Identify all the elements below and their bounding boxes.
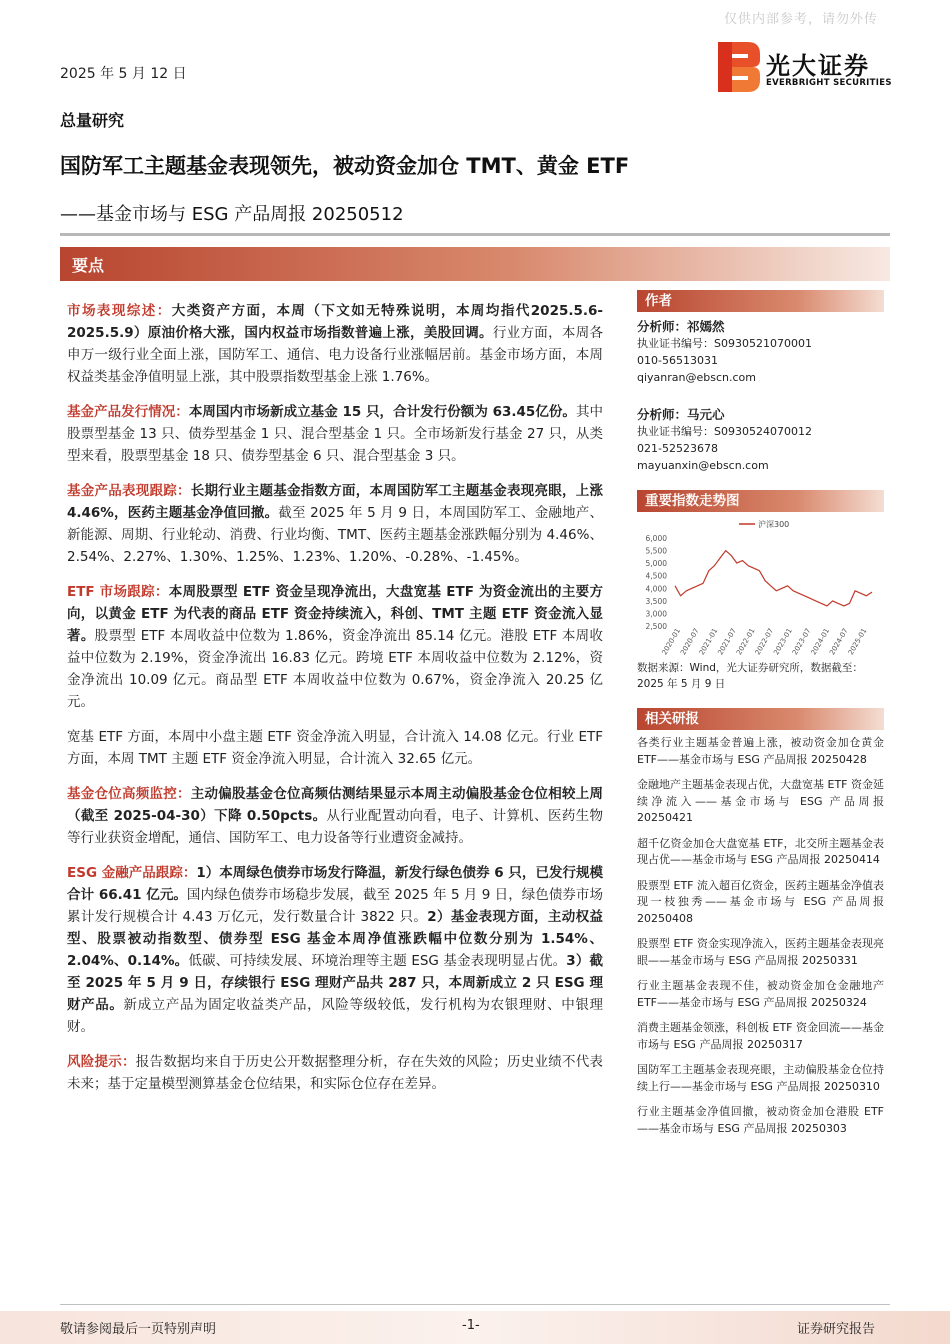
paragraph-esg: ESG 金融产品跟踪：1）本周绿色债券市场发行降温，新发行绿色债券 6 只，已发行规模合计 66.41 亿元。国内绿色债券市场稳步发展，截至 2025 年 5 月 9 日，绿色债券市场累计发行规模合计 4.43 万亿元，发行数量合计 3822 只。2）基金表现方面，主动权益型、股票被动指数型、债券型 ESG 基金本周净值涨跌幅中位数分别为 1.54%、2.04%、0.14%。低碳、可持续发展、环境治理等主题 ESG 基金表现明显占优。3）截至 2025 年 5 月 9 日，存续银行 ESG 理财产品共 287 只，本周新成立 2 只 ESG 理财产品。新成立产品为固定收益类产品，风险等级较低，发行机构为农银理财、中银理财。 bbox=[67, 865, 604, 1035]
chart-header: 重要指数走势图 bbox=[637, 490, 884, 512]
paragraph-issuance: 基金产品发行情况：本周国内市场新成立基金 15 只，合计发行份额为 63.45亿份。其中股票型基金 13 只、债券型基金 1 只、混合型基金 1 只。全市场新发行基金 27 只，从类型来看，股票型基金 18 只、债券型基金 6 只、混合型基金 3 只。 bbox=[67, 404, 604, 464]
analyst-cert: 执业证书编号：S0930524070012 bbox=[637, 425, 812, 438]
authors-header: 作者 bbox=[637, 290, 884, 312]
analyst-name: 分析师：祁嫣然 bbox=[637, 319, 725, 334]
analyst-phone: 010-56513031 bbox=[637, 354, 718, 367]
main-content bbox=[67, 300, 603, 1108]
chart-section bbox=[637, 490, 884, 692]
logo-english: EVERBRIGHT SECURITIES bbox=[766, 78, 892, 88]
y-tick-label: 2,500 bbox=[645, 622, 667, 631]
footer-disclaimer: 敬请参阅最后一页特别声明 bbox=[60, 1322, 217, 1337]
paragraph-etf: ETF 市场跟踪：本周股票型 ETF 资金呈现净流出，大盘宽基 ETF 为资金流出的主要方向，以黄金 ETF 为代表的商品 ETF 资金持续流入，科创、TMT 主题 ETF 资金流入显著。股票型 ETF 本周收益中位数为 1.86%，资金净流出 85.14 亿元。港股 ETF 本周收益中位数为 2.19%，资金净流出 16.83 亿元。跨境 ETF 本周收益中位数为 2.12%，资金净流出 10.09 亿元。商品型 ETF 本周收益中位数为 0.67%，资金净流入 20.25 亿元。 bbox=[67, 584, 604, 710]
report-category: 总量研究 bbox=[60, 111, 125, 130]
x-tick-label: 2021-01 bbox=[697, 627, 720, 656]
related-header: 相关研报 bbox=[637, 708, 884, 730]
related-report-link[interactable]: 行业主题基金净值回撤，被动资金加仓港股 ETF——基金市场与 ESG 产品周报 20250303 bbox=[637, 1105, 884, 1135]
y-tick-label: 3,500 bbox=[645, 596, 667, 606]
logo-mark bbox=[718, 42, 760, 92]
x-tick-label: 2024-01 bbox=[809, 627, 832, 656]
x-tick-label: 2023-07 bbox=[790, 627, 813, 656]
y-tick-label: 5,000 bbox=[645, 559, 667, 569]
logo-text: 光大证券 bbox=[766, 52, 870, 80]
chart-source: 数据来源：Wind，光大证券研究所，数据截至：2025 年 5 月 9 日 bbox=[637, 662, 863, 690]
analyst-card bbox=[637, 318, 884, 386]
related-report-link[interactable]: 超千亿资金加仓大盘宽基 ETF，北交所主题基金表现占优——基金市场与 ESG 产品周报 20250414 bbox=[637, 836, 884, 866]
footer-divider bbox=[60, 1304, 890, 1305]
related-list bbox=[637, 735, 884, 1137]
y-tick-label: 3,000 bbox=[645, 609, 667, 619]
watermark: 仅供内部参考，请勿外传 bbox=[723, 12, 878, 27]
y-tick-label: 5,500 bbox=[645, 546, 667, 556]
related-report-link[interactable]: 消费主题基金领涨，科创板 ETF 资金回流——基金市场与 ESG 产品周报 20250317 bbox=[637, 1021, 884, 1051]
analyst-email[interactable]: mayuanxin@ebscn.com bbox=[637, 459, 769, 472]
analyst-name: 分析师：马元心 bbox=[637, 407, 725, 422]
y-tick-label: 4,500 bbox=[645, 571, 667, 581]
analyst-phone: 021-52523678 bbox=[637, 442, 718, 455]
page-title: 国防军工主题基金表现领先，被动资金加仓 TMT、黄金 ETF bbox=[60, 154, 630, 178]
footer-label: 证券研究报告 bbox=[797, 1322, 876, 1337]
authors-section bbox=[637, 290, 884, 474]
related-section bbox=[637, 708, 884, 1146]
related-report-link[interactable]: 行业主题基金表现不佳，被动资金加仓金融地产 ETF——基金市场与 ESG 产品周报 20250324 bbox=[637, 979, 884, 1009]
x-tick-label: 2025-01 bbox=[846, 627, 869, 656]
analyst-card bbox=[637, 406, 884, 474]
x-tick-label: 2021-07 bbox=[716, 627, 738, 656]
paragraph-risk: 风险提示：报告数据均来自于历史公开数据整理分析，存在失效的风险；历史业绩不代表未来；基于定量模型测算基金仓位结果，和实际仓位存在差异。 bbox=[67, 1054, 603, 1092]
index-chart bbox=[637, 516, 884, 656]
key-points-label: 要点 bbox=[72, 256, 105, 275]
page-subtitle: ——基金市场与 ESG 产品周报 20250512 bbox=[60, 204, 404, 225]
analyst-cert: 执业证书编号：S0930521070001 bbox=[637, 337, 812, 350]
x-tick-label: 2022-07 bbox=[753, 627, 776, 656]
paragraph-performance: 基金产品表现跟踪：长期行业主题基金指数方面，本周国防军工主题基金表现亮眼，上涨 4.46%，医药主题基金净值回撤。截至 2025 年 5 月 9 日，本周国防军工、金融地产、新能源、周期、行业轮动、消费、行业均衡、TMT、医药主题基金涨跌幅分别为 4.46%、2.54%、2.27%、1.30%、1.25%、1.23%、1.20%、-0.28%、-1.45%。 bbox=[67, 483, 603, 565]
related-report-link[interactable]: 国防军工主题基金表现亮眼，主动偏股基金仓位持续上行——基金市场与 ESG 产品周报 20250310 bbox=[637, 1063, 884, 1093]
y-tick-label: 4,000 bbox=[645, 584, 667, 594]
related-report-link[interactable]: 股票型 ETF 资金实现净流入，医药主题基金表现亮眼——基金市场与 ESG 产品周报 20250331 bbox=[637, 937, 884, 967]
related-report-link[interactable]: 股票型 ETF 流入超百亿资金，医药主题基金净值表现一枝独秀——基金市场与 ESG 产品周报 20250408 bbox=[637, 878, 884, 925]
related-report-link[interactable]: 各类行业主题基金普遍上涨，被动资金加仓黄金 ETF——基金市场与 ESG 产品周报 20250428 bbox=[637, 736, 884, 766]
key-points-bar bbox=[60, 247, 890, 281]
paragraph-market: 市场表现综述：大类资产方面，本周（下文如无特殊说明，本周均指代2025.5.6-2025.5.9）原油价格大涨，国内权益市场指数普遍上涨，美股回调。行业方面，本周各申万一级行业全面上涨，国防军工、通信、电力设备行业涨幅居前。基金市场方面，本周权益类基金净值明显上涨，其中股票指数型基金上涨 1.76%。 bbox=[67, 303, 603, 385]
series-line-hs300 bbox=[675, 551, 872, 606]
legend-label: 沪深300 bbox=[758, 520, 790, 529]
x-tick-label: 2024-07 bbox=[828, 627, 850, 656]
x-tick-label: 2020-01 bbox=[660, 627, 683, 656]
header-divider bbox=[60, 233, 890, 236]
paragraph-etf-broad: 宽基 ETF 方面，本周中小盘主题 ETF 资金净流入明显，合计流入 14.08 亿元。行业 ETF 方面，本周 TMT 主题 ETF 资金净流入明显，合计流入 32.65 亿元。 bbox=[67, 729, 603, 767]
report-date: 2025 年 5 月 12 日 bbox=[60, 66, 187, 82]
x-tick-label: 2020-07 bbox=[679, 627, 701, 656]
y-tick-label: 6,000 bbox=[645, 534, 667, 543]
x-tick-label: 2022-01 bbox=[735, 627, 757, 656]
page-number: -1- bbox=[462, 1318, 480, 1333]
x-tick-label: 2023-01 bbox=[772, 627, 794, 656]
analyst-email[interactable]: qiyanran@ebscn.com bbox=[637, 371, 756, 384]
paragraph-position: 基金仓位高频监控：主动偏股基金仓位高频估测结果显示本周主动偏股基金仓位相较上周（截至 2025-04-30）下降 0.50pcts。从行业配置动向看，电子、计算机、医药生物等行业获资金增配，通信、国防军工、电力设备等行业遭资金减持。 bbox=[67, 786, 604, 846]
related-report-link[interactable]: 金融地产主题基金表现占优，大盘宽基 ETF 资金延续净流入——基金市场与 ESG 产品周报 20250421 bbox=[637, 778, 884, 824]
